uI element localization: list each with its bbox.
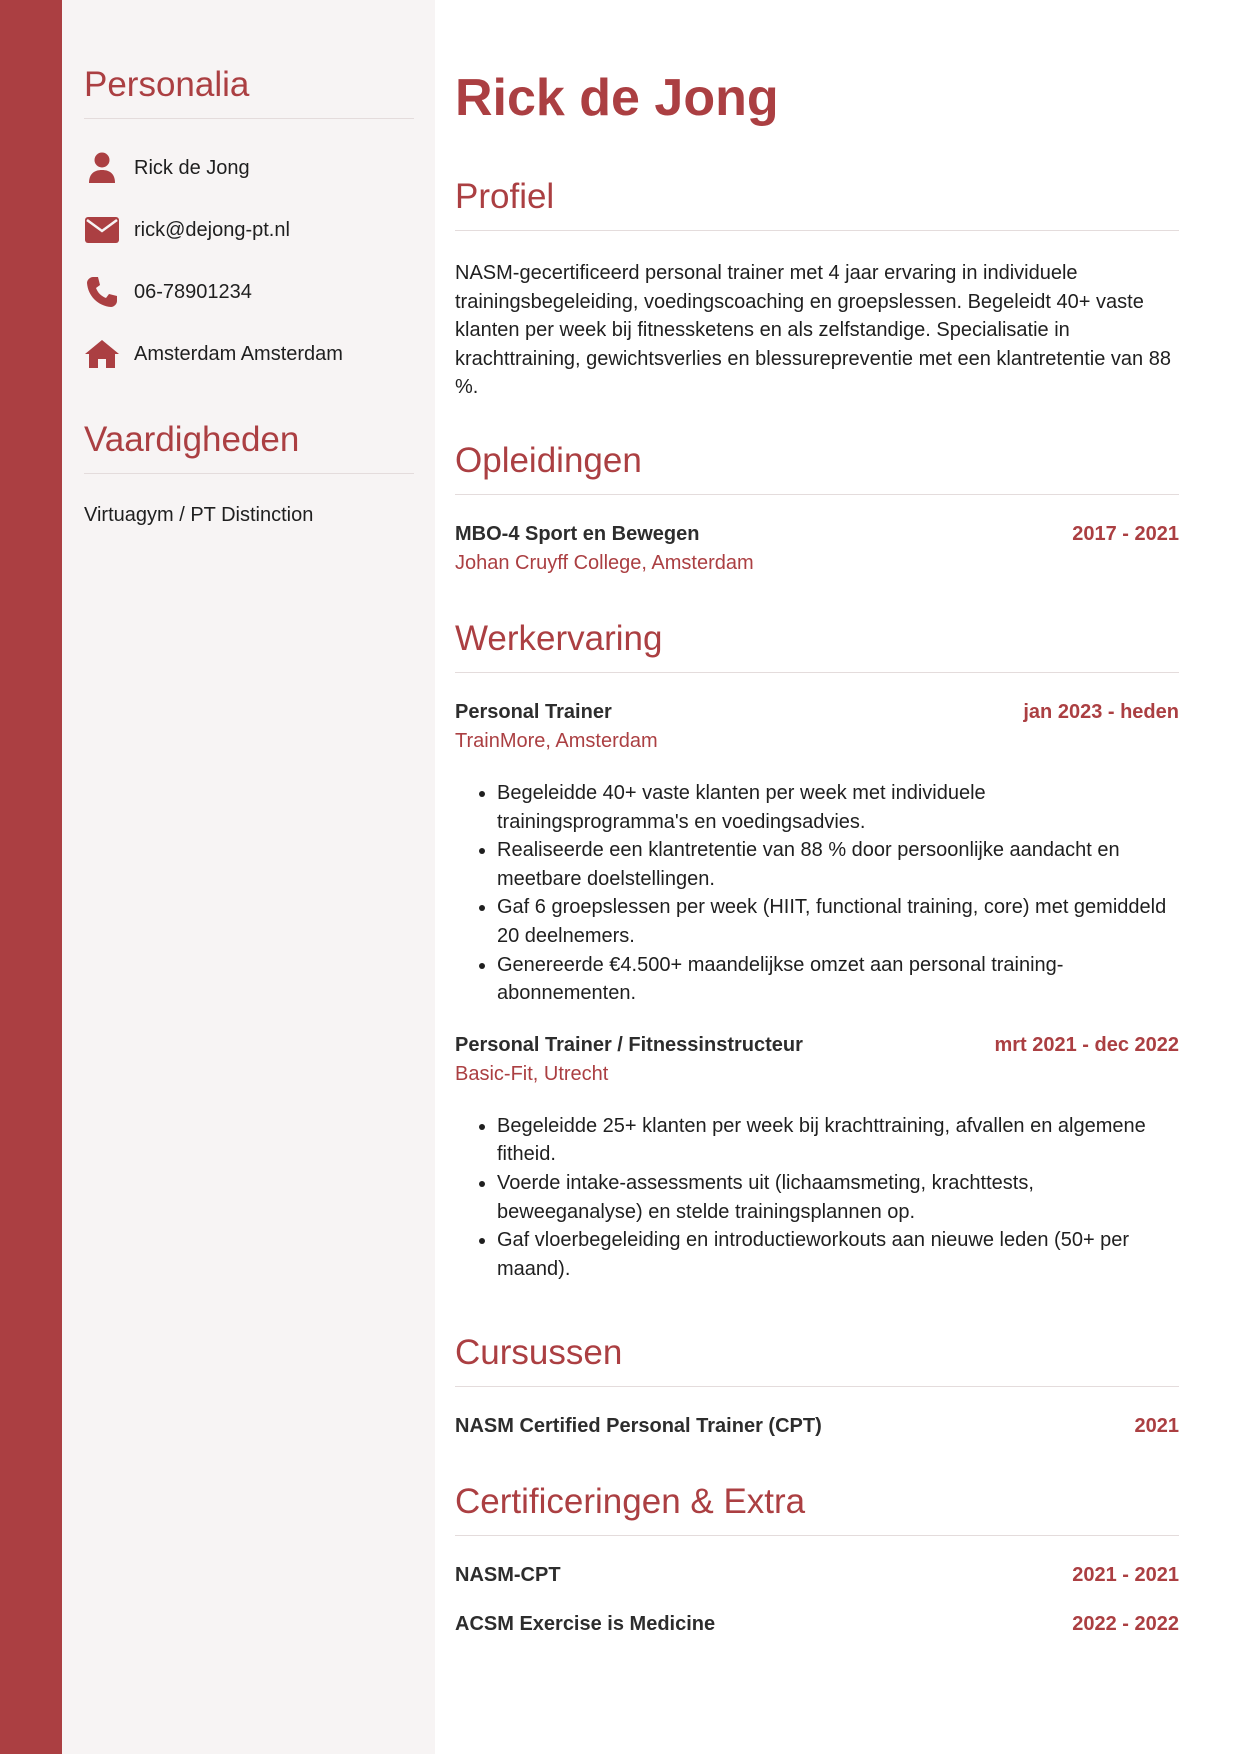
entry-title: Personal Trainer / Fitnessinstructeur	[455, 1033, 803, 1056]
envelope-icon	[84, 212, 120, 248]
list-item: • Gaf 6 groepslessen per week (HIIT, functional training, core) met gemiddeld 20 deelnemers.	[497, 893, 1179, 950]
entry-employer: Basic-Fit, Utrecht	[455, 1062, 609, 1085]
bullet-list	[455, 1112, 1179, 1284]
entry-date: 2022 - 2022	[1072, 1613, 1179, 1635]
education-heading: Opleidingen	[455, 441, 642, 480]
course-entry	[455, 1415, 1179, 1438]
entry-date: 2021 - 2021	[1072, 1564, 1179, 1586]
profile-section	[455, 176, 1179, 402]
personalia-heading: Personalia	[84, 65, 250, 104]
contact-phone[interactable]	[84, 261, 414, 323]
entry-title: Personal Trainer	[455, 701, 612, 723]
entry-title: MBO-4 Sport en Bewegen	[455, 523, 700, 545]
profile-heading: Profiel	[455, 177, 555, 216]
profile-text: NASM-gecertificeerd personal trainer met 4 jaar ervaring in individuele trainingsbegeleiding, voedingscoaching en groepslessen. Begeleidt 40+ vaste klanten per week bij fitnessketens en als zelfstandige. Specialisatie in krachttraining, gewichtsverlies en blessurepreventie met een klantretentie van 88 %.	[455, 262, 1171, 399]
list-item: • Gaf vloerbegeleiding en introductieworkouts aan nieuwe leden (50+ per maand).	[497, 1226, 1179, 1283]
experience-entry	[455, 701, 1179, 1008]
entry-title: NASM-CPT	[455, 1564, 561, 1586]
sidebar	[62, 0, 435, 1754]
candidate-name: Rick de Jong	[455, 69, 779, 127]
skills-section	[84, 419, 414, 527]
certifications-section	[455, 1481, 1179, 1636]
education-entry	[455, 523, 1179, 575]
divider	[84, 473, 414, 474]
certifications-heading: Certificeringen & Extra	[455, 1482, 806, 1521]
divider	[455, 230, 1179, 231]
contact-address-text: Amsterdam Amsterdam	[134, 342, 343, 365]
skills-heading: Vaardigheden	[84, 420, 300, 459]
entry-date: 2021	[1134, 1415, 1179, 1437]
list-item: • Realiseerde een klantretentie van 88 % door persoonlijke aandacht en meetbare doelstellingen.	[497, 836, 1179, 893]
contact-email-text[interactable]: rick@dejong-pt.nl	[134, 218, 290, 241]
divider	[455, 1386, 1179, 1387]
divider	[455, 1535, 1179, 1536]
phone-icon	[84, 274, 120, 310]
entry-employer: TrainMore, Amsterdam	[455, 730, 658, 752]
entry-date: jan 2023 - heden	[1023, 701, 1179, 723]
contact-name-text: Rick de Jong	[134, 156, 250, 179]
contact-email[interactable]	[84, 199, 414, 261]
contact-address	[84, 323, 414, 385]
experience-heading: Werkervaring	[455, 619, 663, 658]
certification-entry	[455, 1613, 1179, 1636]
entry-title: NASM Certified Personal Trainer (CPT)	[455, 1415, 822, 1437]
person-icon	[84, 150, 120, 186]
list-item: • Begeleidde 25+ klanten per week bij krachttraining, afvallen en algemene fitheid.	[497, 1112, 1179, 1169]
contact-name	[84, 137, 414, 199]
home-icon	[84, 336, 120, 372]
entry-title: ACSM Exercise is Medicine	[455, 1613, 716, 1635]
list-item: • Genereerde €4.500+ maandelijkse omzet aan personal training-abonnementen.	[497, 951, 1179, 1008]
experience-entry	[455, 1034, 1179, 1284]
education-section	[455, 440, 1179, 575]
experience-section	[455, 618, 1179, 1283]
courses-section	[455, 1332, 1179, 1438]
entry-institution: Johan Cruyff College, Amsterdam	[455, 552, 754, 574]
accent-stripe	[0, 0, 62, 1754]
entry-date: mrt 2021 - dec 2022	[994, 1033, 1179, 1056]
divider	[455, 494, 1179, 495]
divider	[455, 672, 1179, 673]
contact-list	[84, 137, 414, 385]
skill-item: Virtuagym / PT Distinction	[84, 504, 314, 526]
contact-phone-text[interactable]: 06-78901234	[134, 280, 252, 303]
certification-entry	[455, 1564, 1179, 1587]
entry-date: 2017 - 2021	[1072, 523, 1179, 545]
list-item: • Begeleidde 40+ vaste klanten per week met individuele trainingsprogramma's en voedingsadvies.	[497, 779, 1179, 836]
courses-heading: Cursussen	[455, 1333, 623, 1372]
bullet-list	[455, 779, 1179, 1008]
divider	[84, 118, 414, 119]
list-item: • Voerde intake-assessments uit (lichaamsmeting, krachttests, beweeganalyse) en stelde trainingsplannen op.	[497, 1169, 1179, 1226]
